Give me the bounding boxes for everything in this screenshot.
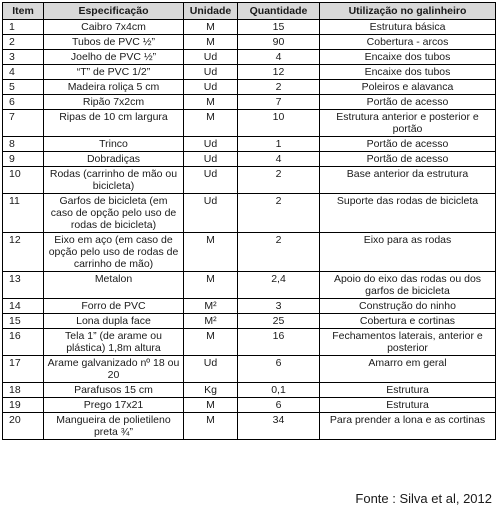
table-row (3, 35, 496, 50)
cell-unidade: Ud (184, 65, 238, 80)
table-row (3, 20, 496, 35)
cell-utilizacao: Base anterior da estrutura (320, 167, 496, 194)
header-utilizacao: Utilização no galinheiro (320, 3, 496, 20)
cell-item: 8 (3, 137, 44, 152)
cell-especificacao: Joelho de PVC ½” (44, 50, 184, 65)
cell-especificacao: Ripas de 10 cm largura (44, 110, 184, 137)
cell-item: 20 (3, 413, 44, 440)
cell-utilizacao: Estrutura anterior e posterior e portão (320, 110, 496, 137)
cell-quantidade: 6 (238, 356, 320, 383)
cell-quantidade: 2 (238, 80, 320, 95)
cell-especificacao: Caibro 7x4cm (44, 20, 184, 35)
cell-unidade: Ud (184, 194, 238, 233)
cell-quantidade: 2 (238, 233, 320, 272)
cell-unidade: Ud (184, 50, 238, 65)
cell-utilizacao: Apoio do eixo das rodas ou dos garfos de bicicleta (320, 272, 496, 299)
cell-utilizacao: Cobertura - arcos (320, 35, 496, 50)
table-row (3, 152, 496, 167)
table-row (3, 383, 496, 398)
source-caption: Fonte : Silva et al, 2012 (355, 491, 492, 506)
cell-quantidade: 2 (238, 194, 320, 233)
cell-quantidade: 12 (238, 65, 320, 80)
cell-item: 9 (3, 152, 44, 167)
table-row (3, 314, 496, 329)
cell-item: 5 (3, 80, 44, 95)
table-row (3, 233, 496, 272)
cell-especificacao: Tela 1” (de arame ou plástica) 1,8m altura (44, 329, 184, 356)
materials-table (2, 2, 496, 440)
cell-item: 7 (3, 110, 44, 137)
cell-utilizacao: Amarro em geral (320, 356, 496, 383)
cell-quantidade: 7 (238, 95, 320, 110)
cell-item: 17 (3, 356, 44, 383)
cell-especificacao: Madeira roliça 5 cm (44, 80, 184, 95)
cell-unidade: M (184, 413, 238, 440)
cell-quantidade: 4 (238, 152, 320, 167)
cell-item: 4 (3, 65, 44, 80)
cell-quantidade: 90 (238, 35, 320, 50)
cell-utilizacao: Estrutura básica (320, 20, 496, 35)
cell-unidade: Ud (184, 152, 238, 167)
cell-unidade: M (184, 398, 238, 413)
cell-quantidade: 2,4 (238, 272, 320, 299)
cell-especificacao: Lona dupla face (44, 314, 184, 329)
cell-especificacao: Ripão 7x2cm (44, 95, 184, 110)
cell-especificacao: Metalon (44, 272, 184, 299)
cell-unidade: Ud (184, 80, 238, 95)
cell-quantidade: 4 (238, 50, 320, 65)
header-quantidade: Quantidade (238, 3, 320, 20)
cell-utilizacao: Poleiros e alavanca (320, 80, 496, 95)
cell-item: 10 (3, 167, 44, 194)
cell-unidade: M² (184, 314, 238, 329)
cell-especificacao: Prego 17x21 (44, 398, 184, 413)
cell-utilizacao: Para prender a lona e as cortinas (320, 413, 496, 440)
cell-item: 11 (3, 194, 44, 233)
cell-item: 1 (3, 20, 44, 35)
cell-quantidade: 1 (238, 137, 320, 152)
cell-item: 15 (3, 314, 44, 329)
cell-item: 12 (3, 233, 44, 272)
table-header-row (3, 3, 496, 20)
cell-especificacao: Arame galvanizado nº 18 ou 20 (44, 356, 184, 383)
cell-unidade: M (184, 20, 238, 35)
cell-item: 6 (3, 95, 44, 110)
cell-quantidade: 16 (238, 329, 320, 356)
cell-especificacao: Dobradiças (44, 152, 184, 167)
cell-especificacao: Garfos de bicicleta (em caso de opção pelo uso de rodas de bicicleta) (44, 194, 184, 233)
cell-unidade: Ud (184, 356, 238, 383)
table-row (3, 50, 496, 65)
table-row (3, 329, 496, 356)
cell-especificacao: Trinco (44, 137, 184, 152)
cell-especificacao: Tubos de PVC ½” (44, 35, 184, 50)
cell-especificacao: Mangueira de polietileno preta ¾” (44, 413, 184, 440)
table-row (3, 299, 496, 314)
cell-utilizacao: Portão de acesso (320, 137, 496, 152)
cell-especificacao: Forro de PVC (44, 299, 184, 314)
cell-especificacao: Eixo em aço (em caso de opção pelo uso de rodas de carrinho de mão) (44, 233, 184, 272)
cell-item: 19 (3, 398, 44, 413)
table-row (3, 65, 496, 80)
cell-utilizacao: Suporte das rodas de bicicleta (320, 194, 496, 233)
cell-utilizacao: Portão de acesso (320, 152, 496, 167)
cell-unidade: Ud (184, 167, 238, 194)
cell-utilizacao: Estrutura (320, 383, 496, 398)
cell-especificacao: Rodas (carrinho de mão ou bicicleta) (44, 167, 184, 194)
cell-quantidade: 2 (238, 167, 320, 194)
cell-unidade: M (184, 110, 238, 137)
cell-unidade: M² (184, 299, 238, 314)
cell-quantidade: 15 (238, 20, 320, 35)
cell-quantidade: 0,1 (238, 383, 320, 398)
table-row (3, 272, 496, 299)
table-row (3, 356, 496, 383)
cell-quantidade: 34 (238, 413, 320, 440)
cell-item: 16 (3, 329, 44, 356)
table-row (3, 95, 496, 110)
table-row (3, 110, 496, 137)
cell-utilizacao: Portão de acesso (320, 95, 496, 110)
table-row (3, 80, 496, 95)
header-item: Item (3, 3, 44, 20)
cell-unidade: M (184, 233, 238, 272)
cell-utilizacao: Cobertura e cortinas (320, 314, 496, 329)
cell-item: 13 (3, 272, 44, 299)
cell-unidade: Kg (184, 383, 238, 398)
cell-item: 3 (3, 50, 44, 65)
table-row (3, 194, 496, 233)
cell-item: 2 (3, 35, 44, 50)
table-row (3, 167, 496, 194)
cell-quantidade: 6 (238, 398, 320, 413)
cell-item: 18 (3, 383, 44, 398)
cell-utilizacao: Encaixe dos tubos (320, 50, 496, 65)
cell-unidade: Ud (184, 137, 238, 152)
table-row (3, 137, 496, 152)
table-row (3, 413, 496, 440)
cell-especificacao: “T” de PVC 1/2” (44, 65, 184, 80)
header-especificacao: Especificação (44, 3, 184, 20)
cell-unidade: M (184, 35, 238, 50)
cell-unidade: M (184, 272, 238, 299)
table-row (3, 398, 496, 413)
cell-especificacao: Parafusos 15 cm (44, 383, 184, 398)
cell-utilizacao: Construção do ninho (320, 299, 496, 314)
cell-quantidade: 10 (238, 110, 320, 137)
cell-utilizacao: Eixo para as rodas (320, 233, 496, 272)
cell-quantidade: 25 (238, 314, 320, 329)
cell-utilizacao: Estrutura (320, 398, 496, 413)
cell-utilizacao: Fechamentos laterais, anterior e posterior (320, 329, 496, 356)
cell-unidade: M (184, 95, 238, 110)
header-unidade: Unidade (184, 3, 238, 20)
cell-item: 14 (3, 299, 44, 314)
cell-quantidade: 3 (238, 299, 320, 314)
cell-utilizacao: Encaixe dos tubos (320, 65, 496, 80)
cell-unidade: M (184, 329, 238, 356)
